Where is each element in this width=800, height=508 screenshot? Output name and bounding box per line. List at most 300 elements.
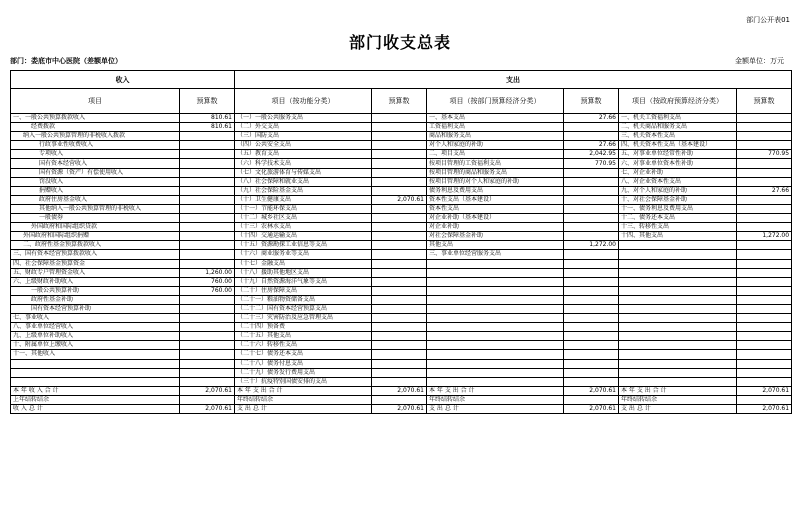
budget-amount-cell: [737, 268, 792, 277]
item-cell: 九、上级单位补助收入: [11, 332, 180, 341]
table-row: [11, 132, 792, 141]
budget-amount-cell: [372, 141, 427, 150]
item-cell: （五）教育支出: [235, 150, 372, 159]
expense-section-header: 支出: [235, 71, 792, 89]
item-cell: 一、机关工资福利支出: [619, 114, 737, 123]
budget-amount-cell: [372, 232, 427, 241]
budget-amount-cell: [372, 368, 427, 377]
item-cell: 国有资源（资产）有偿使用收入: [11, 168, 180, 177]
item-cell: [427, 295, 564, 304]
budget-amount-cell: [180, 350, 235, 359]
table-row: [11, 314, 792, 323]
budget-amount-cell: [372, 341, 427, 350]
budget-amount-cell: [737, 323, 792, 332]
item-cell: [619, 359, 737, 368]
income-expense-table: [10, 70, 792, 414]
budget-amount-cell: [372, 395, 427, 404]
item-cell: 国有资本经营收入: [11, 159, 180, 168]
item-cell: 十四、其他支出: [619, 232, 737, 241]
item-cell: [619, 277, 737, 286]
item-cell: 其他纳入一般公共预算管理的非税收入: [11, 204, 180, 213]
item-cell: [619, 350, 737, 359]
item-cell: 政府性基金补助: [11, 295, 180, 304]
budget-amount-cell: [737, 304, 792, 313]
item-cell: 十二、债务还本支出: [619, 214, 737, 223]
table-row: [11, 395, 792, 404]
budget-amount-cell: [564, 377, 619, 386]
budget-amount-cell: [372, 223, 427, 232]
budget-amount-cell: [737, 368, 792, 377]
budget-amount-cell: [180, 150, 235, 159]
budget-amount-cell: [180, 159, 235, 168]
budget-amount-cell: [564, 186, 619, 195]
item-cell: 按项目管理的工资福利支出: [427, 159, 564, 168]
budget-amount-cell: [564, 350, 619, 359]
item-cell: 经费拨款: [11, 123, 180, 132]
item-cell: （十五）资源勘探工业信息等支出: [235, 241, 372, 250]
table-row: [11, 214, 792, 223]
table-row: [11, 123, 792, 132]
item-cell: 一、一般公共预算拨款收入: [11, 114, 180, 123]
column-header: 预算数: [737, 89, 792, 114]
budget-amount-cell: [180, 186, 235, 195]
table-row: [11, 405, 792, 414]
budget-amount-cell: [564, 332, 619, 341]
budget-amount-cell: [737, 177, 792, 186]
item-cell: 本 年 支 出 合 计: [427, 386, 564, 395]
item-cell: （八）社会保障和就业支出: [235, 177, 372, 186]
item-cell: （二）外交支出: [235, 123, 372, 132]
item-cell: [11, 368, 180, 377]
budget-amount-cell: [372, 304, 427, 313]
budget-amount-cell: [737, 286, 792, 295]
budget-amount-cell: 760.00: [180, 286, 235, 295]
item-cell: （一）一般公共服务支出: [235, 114, 372, 123]
table-row: [11, 204, 792, 213]
item-cell: 对企业补助: [427, 223, 564, 232]
item-cell: 按项目管理的商品和服务支出: [427, 168, 564, 177]
item-cell: [427, 359, 564, 368]
item-cell: （三十）抗疫特别国债安排的支出: [235, 377, 372, 386]
table-row: [11, 223, 792, 232]
budget-amount-cell: [737, 214, 792, 223]
item-cell: （二十二）国有资本经营预算支出: [235, 304, 372, 313]
table-row: [11, 368, 792, 377]
item-cell: （十）卫生健康支出: [235, 195, 372, 204]
item-cell: （六）科学技术支出: [235, 159, 372, 168]
table-row: [11, 259, 792, 268]
item-cell: 五、财政专户管理资金收入: [11, 268, 180, 277]
item-cell: [427, 323, 564, 332]
budget-amount-cell: [737, 314, 792, 323]
budget-amount-cell: 810.61: [180, 114, 235, 123]
item-cell: 其他支出: [427, 241, 564, 250]
budget-amount-cell: [564, 132, 619, 141]
budget-amount-cell: [737, 241, 792, 250]
item-cell: [619, 241, 737, 250]
budget-amount-cell: 2,042.95: [564, 150, 619, 159]
budget-amount-cell: [372, 177, 427, 186]
item-cell: [427, 341, 564, 350]
item-cell: [619, 341, 737, 350]
table-row: [11, 141, 792, 150]
column-header: 项目（按部门预算经济分类）: [427, 89, 564, 114]
budget-amount-cell: [564, 177, 619, 186]
item-cell: （十一）节能环保支出: [235, 204, 372, 213]
budget-amount-cell: [372, 168, 427, 177]
table-row: [11, 186, 792, 195]
item-cell: 收 入 总 计: [11, 405, 180, 414]
item-cell: （二十七）债务还本支出: [235, 350, 372, 359]
budget-amount-cell: 1,260.00: [180, 268, 235, 277]
budget-amount-cell: [737, 114, 792, 123]
budget-amount-cell: [180, 332, 235, 341]
table-row: [11, 150, 792, 159]
item-cell: [427, 350, 564, 359]
item-cell: （二十八）债务付息支出: [235, 359, 372, 368]
budget-amount-cell: [180, 377, 235, 386]
budget-amount-cell: [180, 259, 235, 268]
budget-amount-cell: [564, 123, 619, 132]
budget-amount-cell: [372, 204, 427, 213]
budget-amount-cell: [564, 204, 619, 213]
item-cell: 一般债券: [11, 214, 180, 223]
table-row: [11, 350, 792, 359]
budget-amount-cell: [737, 204, 792, 213]
budget-amount-cell: [372, 214, 427, 223]
budget-amount-cell: [737, 341, 792, 350]
budget-amount-cell: [372, 123, 427, 132]
column-header: 项目（按功能分类）: [235, 89, 372, 114]
item-cell: 二、项目支出: [427, 150, 564, 159]
item-cell: 四、社会保障基金预算资金: [11, 259, 180, 268]
budget-amount-cell: [564, 286, 619, 295]
item-cell: （二十四）预备费: [235, 323, 372, 332]
item-cell: （二十）住房保障支出: [235, 286, 372, 295]
budget-amount-cell: [180, 368, 235, 377]
budget-amount-cell: [737, 141, 792, 150]
item-cell: 本 年 收 入 合 计: [11, 386, 180, 395]
item-cell: [427, 277, 564, 286]
budget-amount-cell: [372, 377, 427, 386]
budget-amount-cell: [180, 295, 235, 304]
item-cell: （九）社会保险基金支出: [235, 186, 372, 195]
item-cell: 外国政府和国际组织贷款: [11, 223, 180, 232]
budget-amount-cell: [737, 223, 792, 232]
table-row: [11, 277, 792, 286]
budget-amount-cell: [180, 395, 235, 404]
budget-amount-cell: [180, 195, 235, 204]
table-row: [11, 232, 792, 241]
item-cell: [427, 268, 564, 277]
item-cell: [11, 377, 180, 386]
budget-amount-cell: [564, 359, 619, 368]
item-cell: 罚没收入: [11, 177, 180, 186]
budget-amount-cell: [180, 232, 235, 241]
budget-amount-cell: [180, 241, 235, 250]
item-cell: 政府住房基金收入: [11, 195, 180, 204]
item-cell: 债务利息及费用支出: [427, 186, 564, 195]
table-row: [11, 332, 792, 341]
budget-amount-cell: [737, 259, 792, 268]
budget-amount-cell: [372, 114, 427, 123]
item-cell: 支 出 总 计: [235, 405, 372, 414]
budget-amount-cell: [372, 286, 427, 295]
page-title: 部门收支总表: [348, 33, 451, 52]
budget-amount-cell: [564, 368, 619, 377]
table-row: [11, 359, 792, 368]
budget-amount-cell: 2,070.61: [372, 195, 427, 204]
budget-amount-cell: [372, 150, 427, 159]
item-cell: [619, 250, 737, 259]
item-cell: （七）文化旅游体育与传媒支出: [235, 168, 372, 177]
income-section-header: 收入: [11, 71, 235, 89]
item-cell: 九、对个人和家庭的补助: [619, 186, 737, 195]
budget-amount-cell: [180, 304, 235, 313]
budget-amount-cell: [564, 323, 619, 332]
item-cell: [619, 377, 737, 386]
item-cell: 资本性支出: [427, 204, 564, 213]
budget-amount-cell: [564, 195, 619, 204]
item-cell: 十三、转移性支出: [619, 223, 737, 232]
budget-amount-cell: [737, 295, 792, 304]
item-cell: 十一、其他收入: [11, 350, 180, 359]
budget-amount-cell: 810.61: [180, 123, 235, 132]
column-header-row: [11, 89, 792, 114]
item-cell: 支 出 总 计: [427, 405, 564, 414]
item-cell: [427, 304, 564, 313]
item-cell: 六、上级财政补助收入: [11, 277, 180, 286]
item-cell: 三、机关资本性支出: [619, 132, 737, 141]
item-cell: 纳入一般公共预算管理的非税收入拨款: [11, 132, 180, 141]
item-cell: 支 出 总 计: [619, 405, 737, 414]
table-row: [11, 377, 792, 386]
budget-amount-cell: [737, 168, 792, 177]
item-cell: 七、事业收入: [11, 314, 180, 323]
item-cell: 二、政府性基金预算拨款收入: [11, 241, 180, 250]
item-cell: 捐赠收入: [11, 186, 180, 195]
budget-amount-cell: [180, 341, 235, 350]
item-cell: [619, 323, 737, 332]
table-number-label: 部门公开表01: [746, 16, 790, 24]
item-cell: [427, 377, 564, 386]
table-row: [11, 168, 792, 177]
budget-amount-cell: [564, 259, 619, 268]
budget-amount-cell: [372, 132, 427, 141]
budget-amount-cell: [564, 268, 619, 277]
item-cell: 十一、债务利息及费用支出: [619, 204, 737, 213]
budget-amount-cell: 2,070.61: [372, 386, 427, 395]
budget-amount-cell: [180, 250, 235, 259]
budget-amount-cell: [372, 259, 427, 268]
item-cell: [619, 332, 737, 341]
item-cell: 年终结转结余: [619, 395, 737, 404]
budget-amount-cell: 770.95: [564, 159, 619, 168]
budget-amount-cell: 2,070.61: [737, 405, 792, 414]
budget-amount-cell: [737, 332, 792, 341]
item-cell: 三、国有资本经营预算拨款收入: [11, 250, 180, 259]
budget-amount-cell: [372, 268, 427, 277]
budget-amount-cell: [180, 214, 235, 223]
item-cell: 三、事业单位经营服务支出: [427, 250, 564, 259]
budget-amount-cell: [737, 132, 792, 141]
item-cell: 资本性支出（基本建设）: [427, 195, 564, 204]
item-cell: [619, 368, 737, 377]
budget-amount-cell: [737, 359, 792, 368]
budget-amount-cell: [564, 395, 619, 404]
budget-amount-cell: [564, 168, 619, 177]
item-cell: （十四）交通运输支出: [235, 232, 372, 241]
item-cell: 一般公共预算补助: [11, 286, 180, 295]
item-cell: [427, 259, 564, 268]
item-cell: （二十一）粮油物资储备支出: [235, 295, 372, 304]
item-cell: （二十六）转移性支出: [235, 341, 372, 350]
budget-amount-cell: [180, 359, 235, 368]
item-cell: 十、附属单位上缴收入: [11, 341, 180, 350]
budget-amount-cell: [180, 141, 235, 150]
item-cell: 按项目管理的对个人和家庭的补助: [427, 177, 564, 186]
item-cell: 专项收入: [11, 150, 180, 159]
budget-amount-cell: [564, 295, 619, 304]
item-cell: 对企业补助（基本建设）: [427, 214, 564, 223]
unit-label: 金额单位：万元: [735, 57, 784, 65]
budget-amount-cell: [737, 350, 792, 359]
column-header: 项目: [11, 89, 180, 114]
item-cell: [427, 368, 564, 377]
item-cell: [619, 304, 737, 313]
table-row: [11, 286, 792, 295]
item-cell: 外国政府和国际组织捐赠: [11, 232, 180, 241]
budget-amount-cell: 2,070.61: [180, 386, 235, 395]
budget-amount-cell: [564, 250, 619, 259]
item-cell: 工资福利支出: [427, 123, 564, 132]
budget-amount-cell: 27.66: [564, 114, 619, 123]
budget-amount-cell: [372, 295, 427, 304]
budget-amount-cell: 27.66: [737, 186, 792, 195]
item-cell: 十、对社会保障基金补助: [619, 195, 737, 204]
section-header-row: [11, 71, 792, 89]
budget-amount-cell: [180, 168, 235, 177]
item-cell: 六、对事业单位资本性补助: [619, 159, 737, 168]
budget-amount-cell: [372, 332, 427, 341]
item-cell: （十九）自然资源海洋气象等支出: [235, 277, 372, 286]
budget-amount-cell: [564, 232, 619, 241]
budget-amount-cell: [372, 277, 427, 286]
item-cell: [427, 314, 564, 323]
table-row: [11, 295, 792, 304]
item-cell: 八、事业单位经营收入: [11, 323, 180, 332]
item-cell: [427, 286, 564, 295]
budget-amount-cell: [737, 195, 792, 204]
table-row: [11, 177, 792, 186]
item-cell: 四、机关资本性支出（基本建设）: [619, 141, 737, 150]
item-cell: [619, 286, 737, 295]
budget-amount-cell: [564, 277, 619, 286]
budget-amount-cell: 2,070.61: [564, 405, 619, 414]
table-row: [11, 341, 792, 350]
item-cell: [619, 295, 737, 304]
budget-amount-cell: [737, 159, 792, 168]
budget-amount-cell: 770.95: [737, 150, 792, 159]
budget-amount-cell: [564, 304, 619, 313]
budget-amount-cell: [372, 186, 427, 195]
item-cell: [619, 314, 737, 323]
item-cell: 年终结转结余: [427, 395, 564, 404]
budget-amount-cell: [372, 359, 427, 368]
table-row: [11, 386, 792, 395]
item-cell: [619, 268, 737, 277]
item-cell: （十六）商业服务业等支出: [235, 250, 372, 259]
item-cell: （二十九）债务发行费用支出: [235, 368, 372, 377]
item-cell: （十八）援助其他地区支出: [235, 268, 372, 277]
budget-amount-cell: [180, 323, 235, 332]
item-cell: （十七）金融支出: [235, 259, 372, 268]
item-cell: 商品和服务支出: [427, 132, 564, 141]
budget-amount-cell: [372, 323, 427, 332]
item-cell: 上年结转结余: [11, 395, 180, 404]
budget-amount-cell: [372, 350, 427, 359]
budget-amount-cell: 2,070.61: [372, 405, 427, 414]
item-cell: [427, 332, 564, 341]
budget-amount-cell: [737, 277, 792, 286]
item-cell: 八、对企业资本性支出: [619, 177, 737, 186]
item-cell: 对社会保障基金补助: [427, 232, 564, 241]
item-cell: 国有资本经营预算补助: [11, 304, 180, 313]
table-row: [11, 268, 792, 277]
budget-amount-cell: 2,070.61: [180, 405, 235, 414]
column-header: 预算数: [564, 89, 619, 114]
item-cell: 七、对企业补助: [619, 168, 737, 177]
table-row: [11, 304, 792, 313]
item-cell: [11, 359, 180, 368]
table-row: [11, 241, 792, 250]
table-row: [11, 159, 792, 168]
table-row: [11, 114, 792, 123]
item-cell: 行政事业性收费收入: [11, 141, 180, 150]
item-cell: （四）公共安全支出: [235, 141, 372, 150]
budget-amount-cell: 2,070.61: [737, 386, 792, 395]
table-row: [11, 250, 792, 259]
budget-amount-cell: [180, 204, 235, 213]
table-row: [11, 195, 792, 204]
item-cell: [619, 259, 737, 268]
budget-amount-cell: 1,272.00: [737, 232, 792, 241]
item-cell: 本 年 支 出 合 计: [619, 386, 737, 395]
budget-amount-cell: [372, 314, 427, 323]
budget-amount-cell: [737, 250, 792, 259]
column-header: 项目（按政府预算经济分类）: [619, 89, 737, 114]
budget-amount-cell: [737, 395, 792, 404]
budget-amount-cell: 2,070.61: [564, 386, 619, 395]
budget-amount-cell: [737, 377, 792, 386]
department-label: 部门：娄底市中心医院（差额单位）: [10, 57, 122, 65]
item-cell: 五、对事业单位经常性补助: [619, 150, 737, 159]
budget-amount-cell: 1,272.00: [564, 241, 619, 250]
budget-amount-cell: [737, 123, 792, 132]
item-cell: 本 年 支 出 合 计: [235, 386, 372, 395]
budget-amount-cell: [180, 223, 235, 232]
item-cell: （二十三）灾害防治及应急管理支出: [235, 314, 372, 323]
budget-amount-cell: [180, 132, 235, 141]
item-cell: （十三）农林水支出: [235, 223, 372, 232]
budget-amount-cell: [372, 250, 427, 259]
column-header: 预算数: [372, 89, 427, 114]
item-cell: （三）国防支出: [235, 132, 372, 141]
item-cell: （二十五）其他支出: [235, 332, 372, 341]
budget-amount-cell: 27.66: [564, 141, 619, 150]
budget-amount-cell: [372, 241, 427, 250]
table-row: [11, 323, 792, 332]
